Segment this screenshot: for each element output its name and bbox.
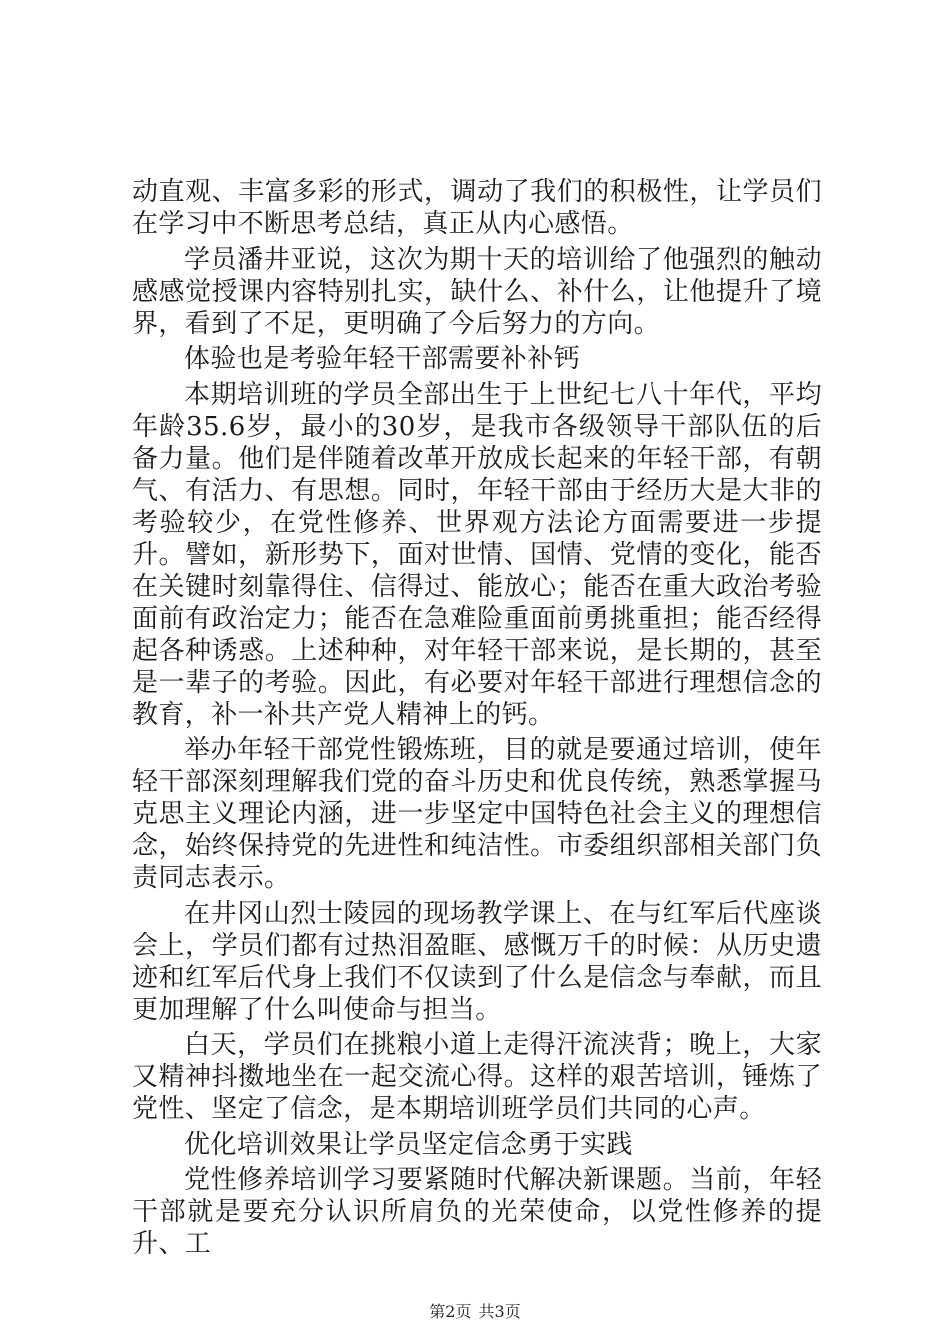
paragraph-2: 学员潘井亚说，这次为期十天的培训给了他强烈的触动感感觉授课内容特别扎实，缺什么、补什么，让他提升了境界，看到了不足，更明确了今后努力的方向。 [132,244,822,339]
document-body [132,176,822,1264]
page-footer [0,1302,950,1322]
paragraph-6: 白天，学员们在挑粮小道上走得汗流浃背；晚上，大家又精神抖擞地坐在一起交流心得。这样的艰苦培训，锤炼了党性、坚定了信念，是本期培训班学员们共同的心声。 [132,1030,822,1124]
paragraph-4: 举办年轻干部党性锻炼班，目的就是要通过培训，使年轻干部深刻理解我们党的奋斗历史和优良传统，熟悉掌握马克思主义理论内涵，进一步坚定中国特色社会主义的理想信念，始终保持党的先进性和纯洁性。市委组织部相关部门负责同志表示。 [132,735,822,893]
paragraph-1: 动直观、丰富多彩的形式，调动了我们的积极性，让学员们在学习中不断思考总结，真正从内心感悟。 [132,177,822,239]
page-number: 第2页 [429,1302,472,1321]
section-heading-2: 优化培训效果让学员坚定信念勇于实践 [184,1129,633,1160]
paragraph-5: 在井冈山烈士陵园的现场教学课上、在与红军后代座谈会上，学员们都有过热泪盈眶、感慨万千的时候：从历史遗迹和红军后代身上我们不仅读到了什么是信念与奉献，而且更加理解了什么叫使命与担当。 [132,898,822,1025]
paragraph-3: 本期培训班的学员全部出生于上世纪七八十年代，平均年龄35.6岁，最小的30岁，是我市各级领导干部队伍的后备力量。他们是伴随着改革开放成长起来的年轻干部，有朝气、有活力、有思想。同时，年轻干部由于经历大是大非的考验较少，在党性修养、世界观方法论方面需要进一步提升。譬如，新形势下，面对世情、国情、党情的变化，能否在关键时刻靠得住、信得过、能放心；能否在重大政治考验面前有政治定力；能否在急难险重面前勇挑重担；能否经得起各种诱惑。上述种种，对年轻干部来说，是长期的，甚至是一辈子的考验。因此，有必要对年轻干部进行理想信念的教育，补一补共产党人精神上的钙。 [132,379,822,730]
page-total: 共3页 [478,1302,521,1321]
section-heading-1: 体验也是考验年轻干部需要补补钙 [184,344,581,374]
paragraph-7: 党性修养培训学习要紧随时代解决新课题。当前，年轻干部就是要充分认识所肩负的光荣使命，以党性修养的提升、工 [132,1165,822,1259]
